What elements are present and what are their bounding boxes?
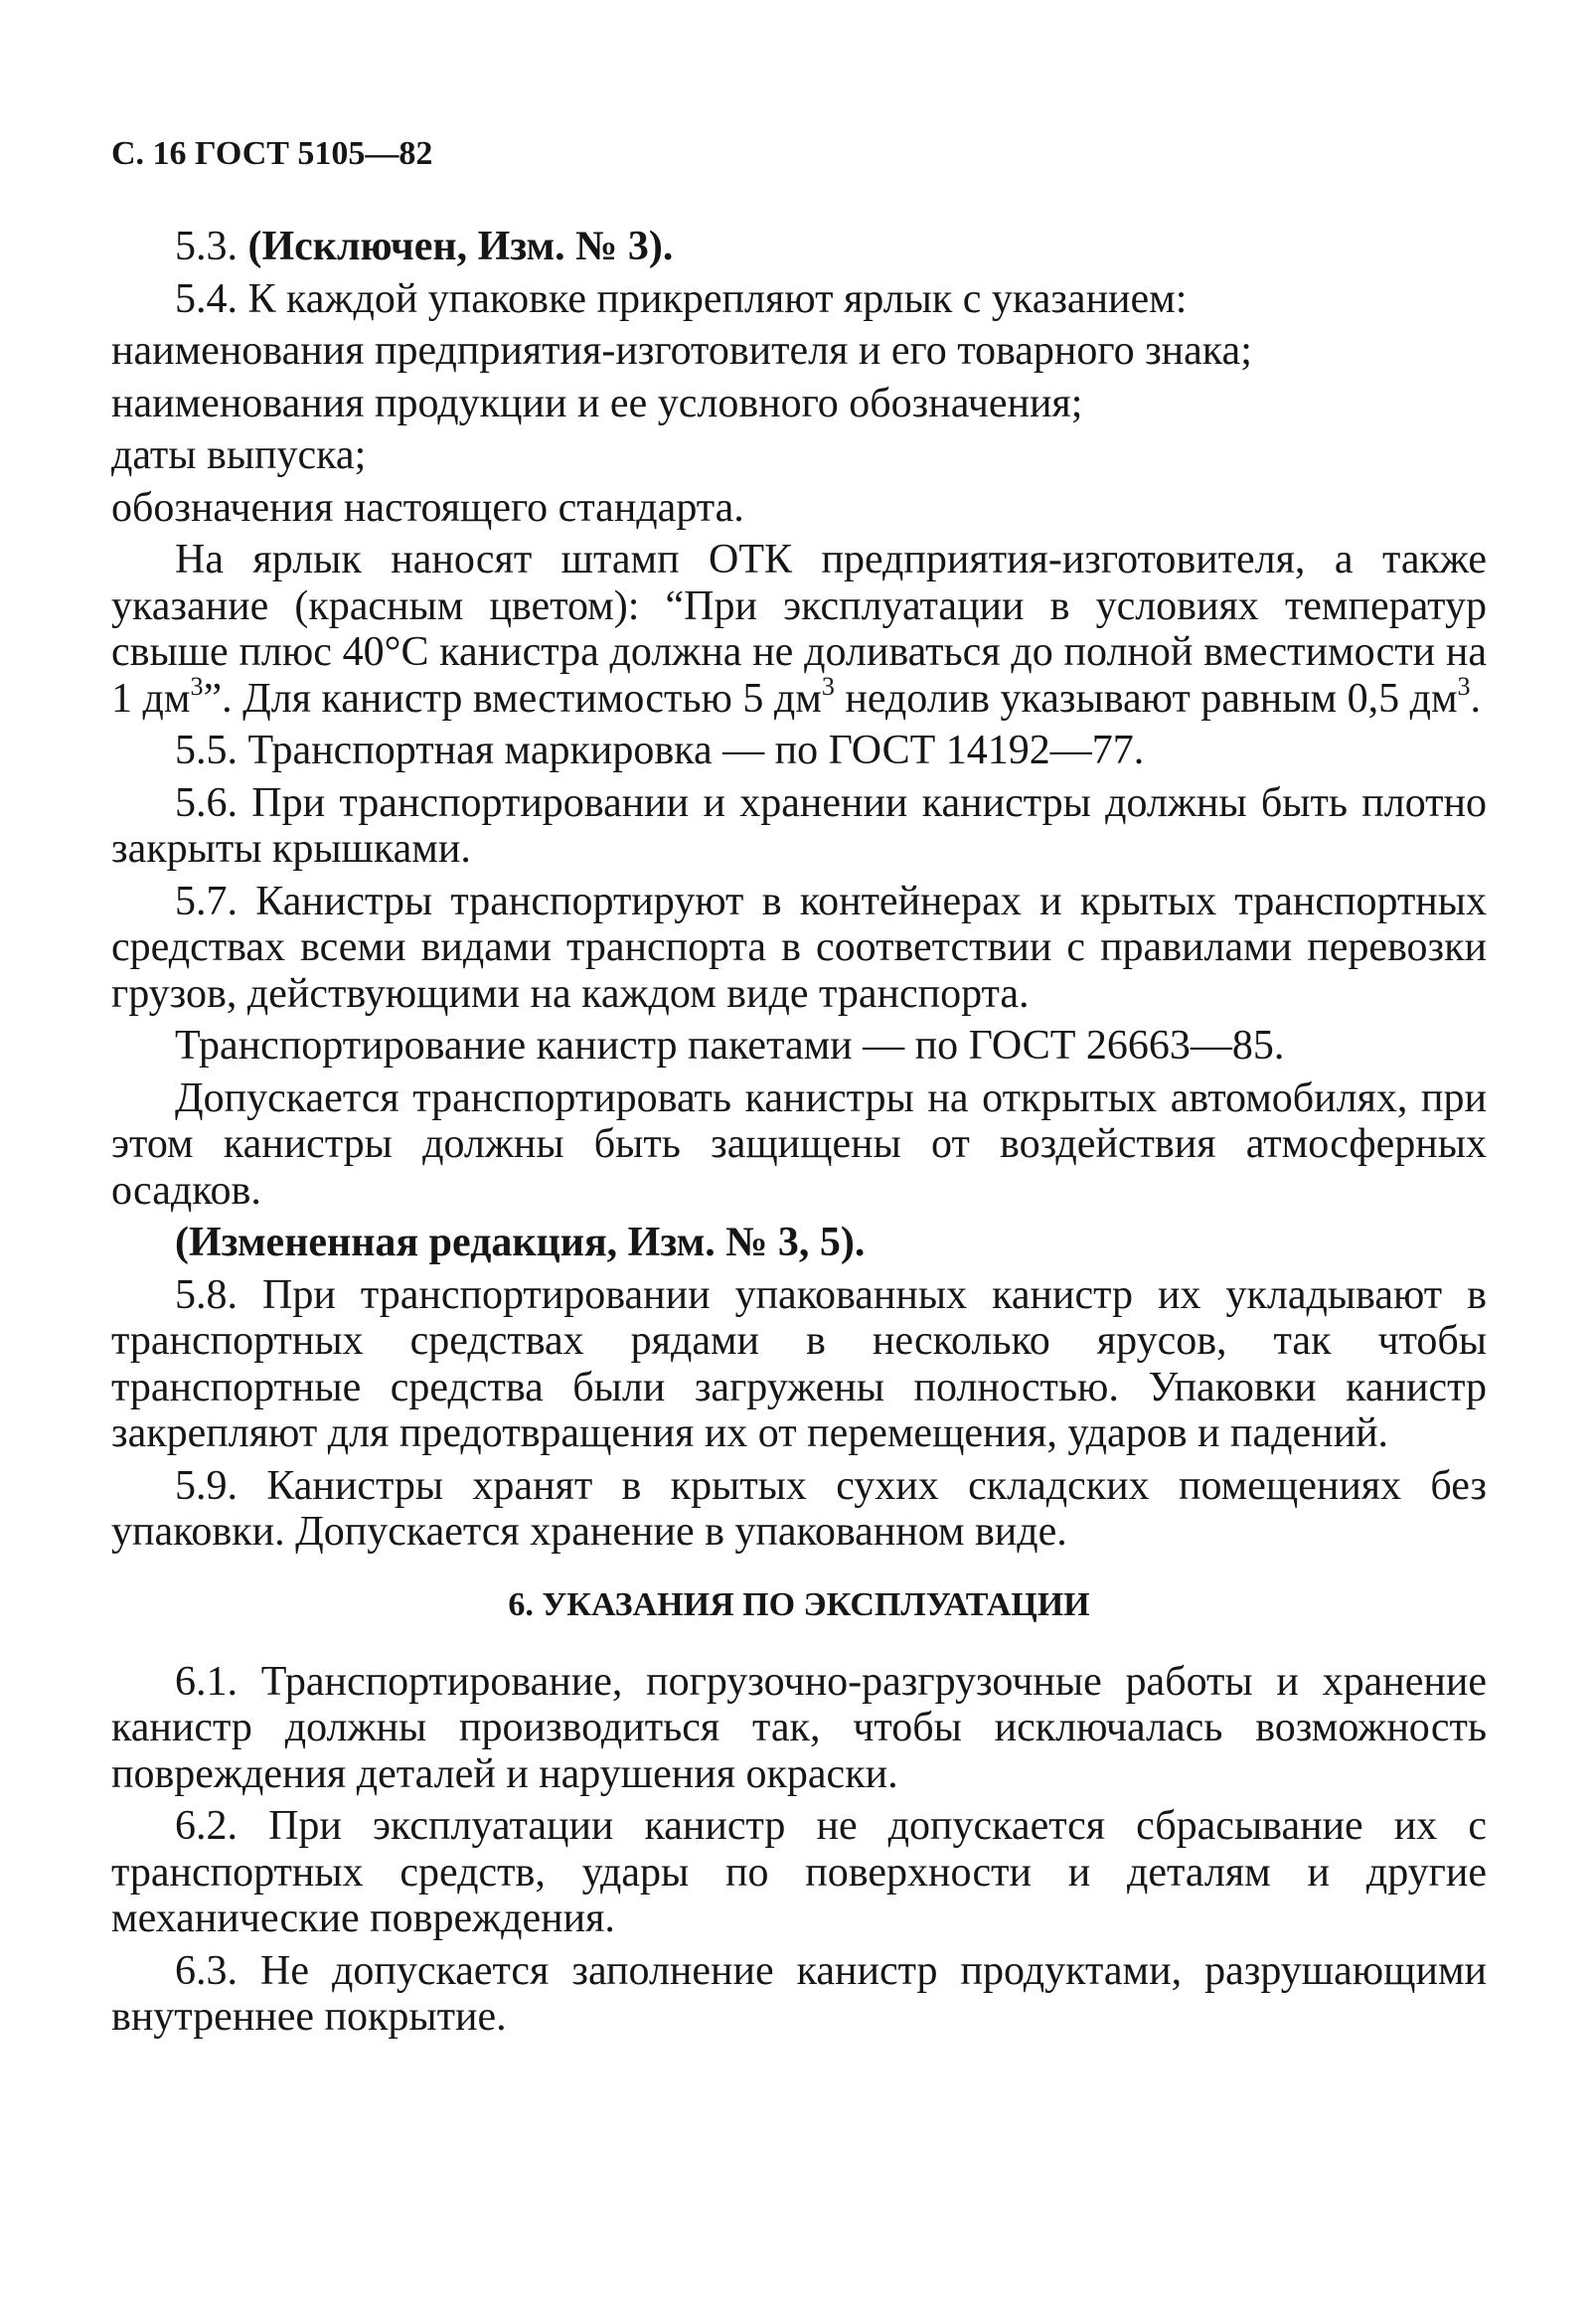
label-text: ”. Для канистр вместимостью 5 дм bbox=[203, 675, 822, 722]
list-item: наименования продукции и ее условного обозначения; bbox=[111, 380, 1083, 426]
list-item: наименования предприятия-изготовителя и его товарного знака; bbox=[111, 328, 1252, 374]
exclusion-note: (Исключен, Изм. № 3). bbox=[247, 224, 674, 269]
label-text: На ярлык наносят штамп ОТК предприятия-изготовителя, а также указание (красным цветом): “При эксплуатации в условиях температур свыше плюс 40°С канистра должна не доливаться до полной вместимости на 1 дм bbox=[111, 537, 1487, 722]
paragraph-5-4 bbox=[111, 276, 1487, 323]
paragraph-5-5: 5.5. Транспортная маркировка — по ГОСТ 14192—77. bbox=[175, 728, 1145, 773]
label-instruction bbox=[111, 537, 1487, 722]
paragraph-6-3: 6.3. Не допускается заполнение канистр продуктами, разрушающими внутреннее покрытие. bbox=[111, 1947, 1487, 2040]
superscript: 3 bbox=[1457, 671, 1471, 701]
label-text: недолив указывают равным 0,5 дм bbox=[834, 675, 1458, 722]
paragraph-number: 5.4. bbox=[175, 275, 238, 322]
paragraph-5-9: 5.9. Канистры хранят в крытых сухих складских помещениях без упаковки. Допускается хранение в упакованном виде. bbox=[111, 1462, 1487, 1555]
paragraph-6-2: 6.2. При эксплуатации канистр не допускается сбрасывание их с транспортных средств, удары по поверхности и деталям и другие механические повреждения. bbox=[111, 1803, 1487, 1941]
paragraph-5-4-intro: К каждой упаковке прикрепляют ярлык с указанием: bbox=[247, 275, 1188, 322]
paragraph-5-7-open-transport: Допускается транспортировать канистры на открытых автомобилях, при этом канистры должны быть защищены от воздействия атмосферных осадков. bbox=[111, 1074, 1487, 1214]
paragraph-5-7: 5.7. Канистры транспортируют в контейнерах и крытых транспортных средствах всеми видами транспорта в соответствии с правилами перевозки грузов, действующими на каждом виде транспорта. bbox=[111, 878, 1487, 1017]
amendment-note: (Измененная редакция, Изм. № 3, 5). bbox=[175, 1220, 866, 1265]
paragraph-5-6: 5.6. При транспортировании и хранении канистры должны быть плотно закрыты крышками. bbox=[111, 779, 1487, 872]
paragraph-5-7-packets: Транспортирование канистр пакетами — по ГОСТ 26663—85. bbox=[175, 1023, 1285, 1069]
paragraph-6-1: 6.1. Транспортирование, погрузочно-разгрузочные работы и хранение канистр должны производиться так, чтобы исключалась возможность повреждения деталей и нарушения окраски. bbox=[111, 1658, 1487, 1797]
paragraph-5-3 bbox=[111, 224, 1487, 270]
superscript: 3 bbox=[821, 671, 835, 701]
paragraph-5-8: 5.8. При транспортировании упакованных канистр их укладывают в транспортных средствах рядами в несколько ярусов, так чтобы транспортные средства были загружены полностью. Упаковки канистр закрепляют для предотвращения их от перемещения, ударов и падений. bbox=[111, 1271, 1487, 1456]
label-text: . bbox=[1470, 675, 1482, 722]
list-item: обозначения настоящего стандарта. bbox=[111, 484, 744, 531]
paragraph-number: 5.3. bbox=[175, 224, 238, 269]
section-6-title: 6. УКАЗАНИЯ ПО ЭКСПЛУАТАЦИИ bbox=[508, 1585, 1090, 1623]
list-item: даты выпуска; bbox=[111, 432, 367, 478]
superscript: 3 bbox=[190, 671, 204, 701]
page-header: С. 16 ГОСТ 5105—82 bbox=[111, 135, 433, 172]
